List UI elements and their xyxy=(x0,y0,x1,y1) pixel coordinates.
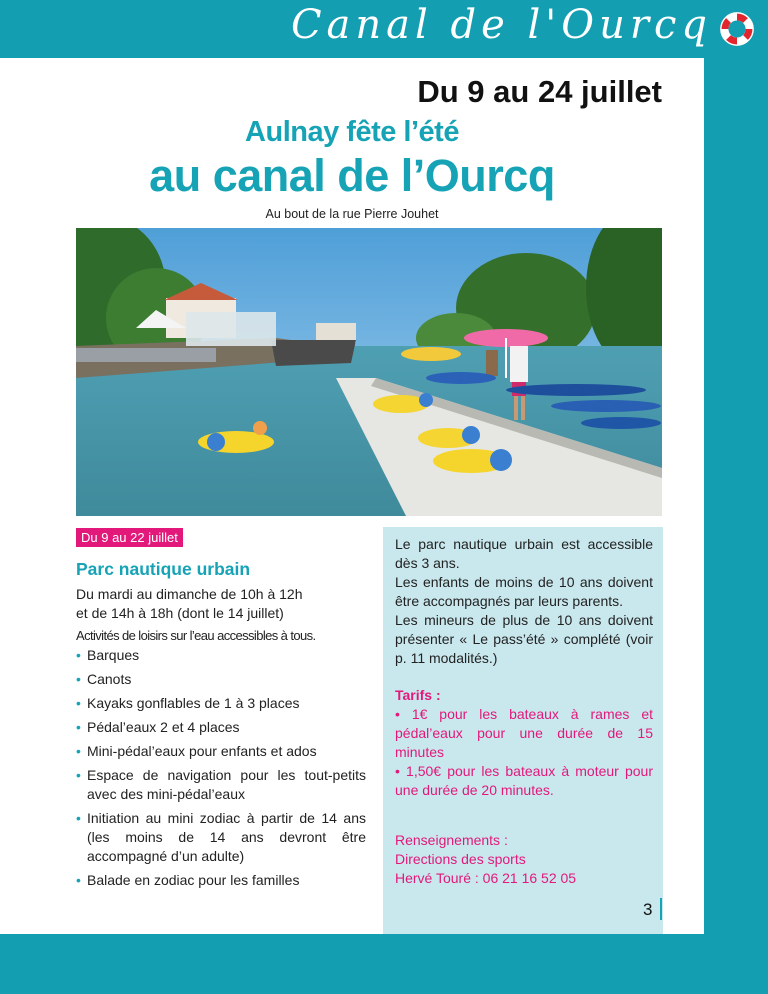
event-dates-heading: Du 9 au 24 juillet xyxy=(417,74,662,109)
banner-title: Canal de l'Ourcq xyxy=(290,2,712,48)
info-paragraph: Le parc nautique urbain est accessible dès 3 ans. xyxy=(395,536,653,571)
list-item: • Barques xyxy=(76,646,366,665)
bottom-bar xyxy=(0,934,768,994)
event-location: Au bout de la rue Pierre Jouhet xyxy=(265,207,439,221)
contact-line: Hervé Touré : 06 21 16 52 05 xyxy=(395,870,577,886)
left-column xyxy=(76,528,366,895)
list-item: • Initiation au mini zodiac à partir de 14 ans (les moins de 14 ans devront être accompagné d’un adulte) xyxy=(76,809,366,866)
page xyxy=(0,58,704,934)
tarif-item: • 1€ pour les bateaux à rames et pédal’eaux pour une durée de 15 minutes xyxy=(395,706,653,760)
tarif-item: • 1,50€ pour les bateaux à moteur pour une durée de 20 minutes. xyxy=(395,763,653,798)
info-paragraph: Les mineurs de plus de 10 ans doivent présenter « Le pass’été » complété (voir p. 11 modalités.) xyxy=(395,612,653,666)
list-item: • Mini-pédal’eaux pour enfants et ados xyxy=(76,742,366,761)
schedule-line: Du mardi au dimanche de 10h à 12h xyxy=(76,586,303,602)
contact-info xyxy=(395,831,653,888)
page-number-rule xyxy=(660,898,662,920)
event-title: au canal de l’Ourcq xyxy=(149,150,555,201)
activities-intro: Activités de loisirs sur l’eau accessibles à tous. xyxy=(76,628,316,643)
list-item: • Balade en zodiac pour les familles xyxy=(76,871,366,890)
access-info xyxy=(395,535,653,668)
event-subtitle: Aulnay fête l’été xyxy=(245,116,459,148)
section-title: Parc nautique urbain xyxy=(76,559,251,579)
tarifs-list xyxy=(395,705,653,800)
date-badge: Du 9 au 22 juillet xyxy=(76,528,183,547)
list-item: • Kayaks gonflables de 1 à 3 places xyxy=(76,694,366,713)
contact-line: Directions des sports xyxy=(395,851,526,867)
page-number: 3 xyxy=(643,900,653,919)
list-item: • Espace de navigation pour les tout-petits avec des mini-pédal’eaux xyxy=(76,766,366,804)
schedule xyxy=(76,585,366,623)
info-paragraph: Les enfants de moins de 10 ans doivent être accompagnés par leurs parents. xyxy=(395,574,653,609)
canal-photo xyxy=(76,228,662,516)
contact-line: Renseignements : xyxy=(395,832,508,848)
schedule-line: et de 14h à 18h (dont le 14 juillet) xyxy=(76,605,284,621)
lifebuoy-icon xyxy=(718,10,756,48)
list-item: • Canots xyxy=(76,670,366,689)
list-item: • Pédal’eaux 2 et 4 places xyxy=(76,718,366,737)
banner xyxy=(0,0,768,58)
tarifs-title: Tarifs : xyxy=(395,687,441,703)
info-panel xyxy=(383,527,663,949)
activities-list xyxy=(76,646,366,890)
